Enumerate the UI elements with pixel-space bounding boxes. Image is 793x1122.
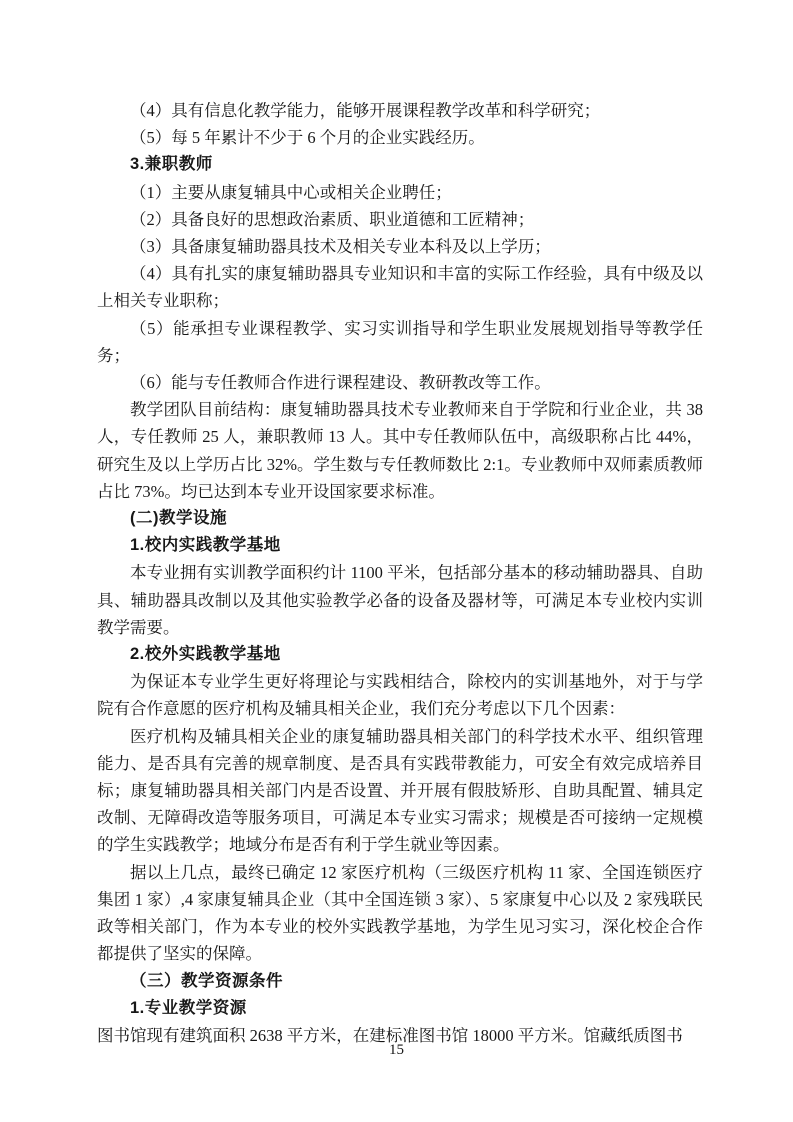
paragraph: 医疗机构及辅具相关企业的康复辅助器具相关部门的科学技术水平、组织管理能力、是否具有完善的规章制度、是否具有实践带教能力，可安全有效完成培养目标；康复辅助器具相关部门内是否设置、并开展有假肢矫形、自助具配置、辅具定改制、无障碍改造等服务项目，可满足本专业实习需求；规模是否可接纳一定规模的学生实践教学；地域分布是否有利于学生就业等因素。 xyxy=(97,726,703,855)
page-number: 15 xyxy=(389,1042,404,1058)
paragraph: 据以上几点，最终已确定 12 家医疗机构（三级医疗机构 11 家、全国连锁医疗集团 1 家）,4 家康复辅具企业（其中全国连锁 3 家）、5 家康复中心以及 2 家残联民政等相关部门，作为本专业的校外实践教学基地，为学生见习实习，深化校企合作都提供了坚实的保障。 xyxy=(97,862,703,964)
section-heading: 3.兼职教师 xyxy=(130,155,213,174)
section-heading: 1.专业教学资源 xyxy=(130,998,247,1017)
section-heading: 1.校内实践教学基地 xyxy=(130,536,281,555)
document-body xyxy=(97,97,703,1049)
paragraph: 本专业拥有实训教学面积约计 1100 平米，包括部分基本的移动辅助器具、自助具、辅助器具改制以及其他实验教学必备的设备及器材等，可满足本专业校内实训教学需要。 xyxy=(97,563,703,637)
section-heading: （三）教学资源条件 xyxy=(130,971,283,990)
section-heading: 2.校外实践教学基地 xyxy=(130,645,281,664)
list-item: （4）具有扎实的康复辅助器具专业知识和丰富的实际工作经验，具有中级及以上相关专业职称； xyxy=(97,264,703,311)
paragraph: 图书馆现有建筑面积 2638 平方米，在建标准图书馆 18000 平方米。馆藏纸质图书 xyxy=(97,1025,683,1045)
list-item: （5）每 5 年累计不少于 6 个月的企业实践经历。 xyxy=(130,128,485,148)
paragraph: 教学团队目前结构：康复辅助器具技术专业教师来自于学院和行业企业，共 38 人，专任教师 25 人，兼职教师 13 人。其中专任教师队伍中，高级职称占比 44%，研究生及以上学历占比 32%。学生数与专任教师数比 2:1。专业教师中双师素质教师占比 73%。均已达到本专业开设国家要求标准。 xyxy=(97,400,703,501)
list-item: （5）能承担专业课程教学、实习实训指导和学生职业发展规划指导等教学任务； xyxy=(97,318,703,365)
list-item: （4）具有信息化教学能力，能够开展课程教学改革和科学研究； xyxy=(130,101,601,120)
paragraph: 为保证本专业学生更好将理论与实践相结合，除校内的实训基地外，对于与学院有合作意愿的医疗机构及辅具相关企业，我们充分考虑以下几个因素： xyxy=(97,672,703,719)
list-item: （2）具备良好的思想政治素质、职业道德和工匠精神； xyxy=(130,209,535,229)
list-item: （1）主要从康复辅具中心或相关企业聘任； xyxy=(130,182,452,202)
section-heading: (二)教学设施 xyxy=(130,509,227,528)
list-item: （3）具备康复辅助器具技术及相关专业本科及以上学历； xyxy=(130,237,551,257)
list-item: （6）能与专任教师合作进行课程建设、教研教改等工作。 xyxy=(130,373,551,393)
